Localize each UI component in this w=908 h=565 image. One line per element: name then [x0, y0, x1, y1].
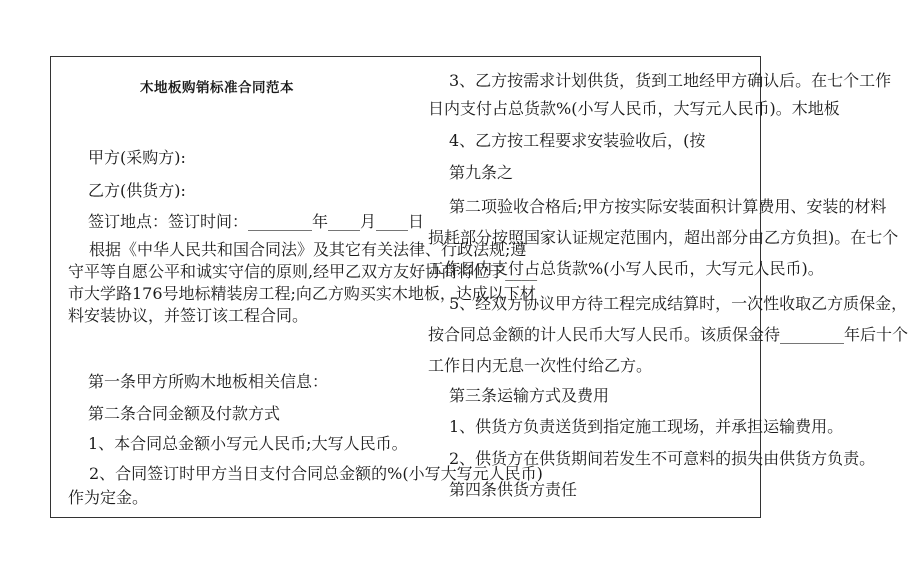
text-line: 第九条之	[449, 163, 514, 182]
text-line: 2、供货方在供货期间若发生不可意料的损失由供货方负责。	[449, 449, 876, 468]
text-line: 料安装协议，并签订该工程合同。	[68, 306, 309, 325]
party-a-paragraph	[88, 145, 186, 168]
text-line: 4、乙方按工程要求安装验收后，(按	[449, 131, 706, 150]
item-1-paragraph	[88, 431, 408, 454]
text-line: 守平等自愿公平和诚实守信的原则,经甲乙双方友好协商将位于____	[68, 262, 538, 281]
text-line: 按合同总金额的计人民币大写人民币。该质保金待________年后十个	[428, 325, 908, 344]
text-line: 签订地点：签订时间：________年____月____日	[88, 212, 425, 231]
document-title: 木地板购销标准合同范本	[140, 80, 294, 96]
item-5-paragraph	[428, 288, 908, 381]
text-line: 1、本合同总金额小写元人民币;大写人民币。	[88, 434, 408, 453]
text-line: 工作日内支付占总货款%(小写人民币，大写元人民币)。	[428, 259, 824, 278]
text-line: 2、合同签订时甲方当日支付合同总金额的%(小写大写元人民币)	[89, 464, 543, 483]
article-4-heading	[449, 477, 577, 500]
article-2-continued	[428, 191, 898, 284]
text-line: 作为定金。	[68, 488, 149, 507]
text-line: 1、供货方负责送货到指定施工现场，并承担运输费用。	[449, 417, 844, 436]
article-2-heading	[88, 401, 280, 424]
text-line: 5、经双方协议甲方待工程完成结算时，一次性收取乙方质保金，	[449, 294, 908, 313]
text-line: 乙方(供货方):	[88, 181, 186, 200]
text-line: 第一条甲方所购木地板相关信息：	[88, 372, 329, 391]
article-3-heading	[449, 383, 609, 406]
article-1-heading	[88, 369, 328, 392]
text-line: 3、乙方按需求计划供货，货到工地经甲方确认后。在七个工作	[449, 71, 892, 90]
text-line: 第二项验收合格后;甲方按实际安装面积计算费用、安装的材料	[449, 197, 887, 216]
text-line: 损耗部分按照国家认证规定范围内，超出部分由乙方负担)。在七个	[428, 228, 899, 247]
transport-2-paragraph	[449, 446, 875, 469]
sign-place-paragraph	[88, 209, 424, 232]
text-line: 市大学路176号地标精装房工程;向乙方购买实木地板，达成以下材	[68, 284, 536, 303]
transport-1-paragraph	[449, 414, 843, 437]
text-line: 第三条运输方式及费用	[449, 386, 610, 405]
text-line: 第二条合同金额及付款方式	[88, 404, 281, 423]
text-line: 工作日内无息一次性付给乙方。	[428, 356, 653, 375]
text-line: 根据《中华人民共和国合同法》及其它有关法律、行政法规;遵	[89, 240, 527, 259]
item-4-paragraph	[449, 128, 705, 151]
text-line: 第四条供货方责任	[449, 480, 578, 499]
text-line: 日内支付占总货款%(小写人民币，大写元人民币)。木地板	[428, 99, 840, 118]
item-3-paragraph	[428, 67, 891, 123]
article-9-heading	[449, 160, 513, 183]
text-line: 甲方(采购方):	[88, 148, 186, 167]
party-b-paragraph	[88, 178, 186, 201]
